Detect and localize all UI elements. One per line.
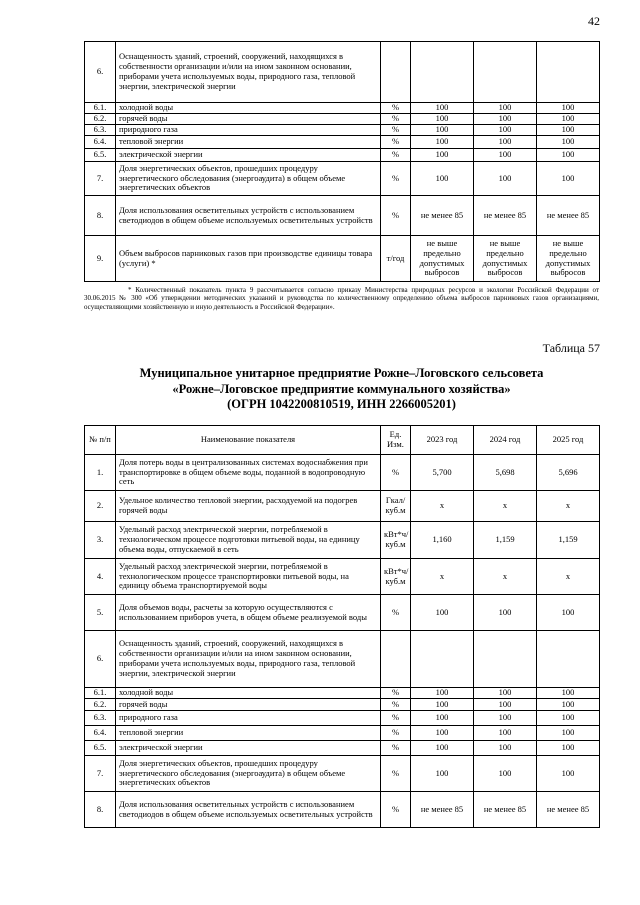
column-header-name: Наименование показателя (116, 426, 381, 455)
value-2024: х (474, 559, 537, 595)
indicator-name: Оснащенность зданий, строений, сооружений, находящихся в собственности организации и/или на ином законном основании, приборами учета используемых воды, природного газа, тепловой энергии, электрической энергии (116, 631, 381, 688)
indicator-name: природного газа (116, 125, 381, 136)
unit-cell: % (381, 711, 411, 726)
value-2025: 100 (537, 162, 600, 196)
value-2024: 100 (474, 595, 537, 631)
row-number: 4. (85, 559, 116, 595)
value-2025: 100 (537, 699, 600, 711)
table-row (85, 595, 600, 631)
value-2023: х (411, 491, 474, 522)
row-number: 6.1. (85, 103, 116, 114)
value-2023: х (411, 559, 474, 595)
value-2025: 100 (537, 125, 600, 136)
value-2023: 100 (411, 711, 474, 726)
unit-cell: % (381, 756, 411, 792)
table-row (85, 711, 600, 726)
value-2024: не менее 85 (474, 196, 537, 236)
value-2025: 100 (537, 595, 600, 631)
unit-cell: % (381, 741, 411, 756)
column-header-num: № п/п (85, 426, 116, 455)
row-number: 6. (85, 631, 116, 688)
unit-cell: кВт*ч/ куб.м (381, 559, 411, 595)
row-number: 6.3. (85, 125, 116, 136)
value-2024: 100 (474, 741, 537, 756)
value-2025 (537, 631, 600, 688)
value-2024: 1,159 (474, 522, 537, 559)
row-number: 6.5. (85, 149, 116, 162)
org-title-line: «Рожне–Логовское предприятие коммунального хозяйства» (172, 381, 511, 396)
value-2025: 100 (537, 136, 600, 149)
indicator-name: Удельный расход электрической энергии, потребляемой в технологическом процессе транспортировки питьевой воды, на единицу объема транспортируемой воды (116, 559, 381, 595)
value-2025: не выше предельно допустимых выбросов (537, 236, 600, 282)
value-2025: 100 (537, 114, 600, 125)
value-2023: 100 (411, 688, 474, 699)
table-row (85, 741, 600, 756)
value-2023: 100 (411, 136, 474, 149)
row-number: 6.5. (85, 741, 116, 756)
value-2023: 100 (411, 149, 474, 162)
indicator-name: Доля объемов воды, расчеты за которую осуществляются с использованием приборов учета, в общем объеме реализуемой воды (116, 595, 381, 631)
value-2024: х (474, 491, 537, 522)
indicator-name: Доля потерь воды в централизованных системах водоснабжения при транспортировке в общем объеме воды, поданной в водопроводную сеть (116, 455, 381, 491)
indicator-name: Удельное количество тепловой энергии, расходуемой на подогрев горячей воды (116, 491, 381, 522)
footnote: * Количественный показатель пункта 9 рассчитывается согласно приказу Министерства природных ресурсов и экологии Российской Федерации от 30.06.2015 № 300 «Об утверждении методических указаний и руководства по количественному определению объема выбросов парниковых газов организациями, осуществляющими хозяйственную и иную деятельность в Российской Федерации». (84, 286, 599, 311)
table-row (85, 114, 600, 125)
unit-cell: % (381, 792, 411, 828)
unit-cell: % (381, 726, 411, 741)
unit-cell: % (381, 196, 411, 236)
value-2024 (474, 631, 537, 688)
row-number: 6.4. (85, 136, 116, 149)
row-number: 5. (85, 595, 116, 631)
value-2024: 100 (474, 114, 537, 125)
indicator-name: Доля использования осветительных устройств с использованием светодиодов в общем объеме используемых осветительных устройств (116, 792, 381, 828)
table-row (85, 491, 600, 522)
value-2024 (474, 42, 537, 103)
row-number: 6.2. (85, 699, 116, 711)
indicator-name: Объем выбросов парниковых газов при производстве единицы товара (услуги) * (116, 236, 381, 282)
value-2025: 100 (537, 756, 600, 792)
row-number: 3. (85, 522, 116, 559)
unit-cell: кВт*ч/ куб.м (381, 522, 411, 559)
org-title-line: (ОГРН 1042200810519, ИНН 2266005201) (227, 397, 456, 412)
page-number: 42 (588, 14, 600, 28)
value-2025: 5,696 (537, 455, 600, 491)
value-2025 (537, 42, 600, 103)
value-2024: 100 (474, 711, 537, 726)
value-2024: не менее 85 (474, 792, 537, 828)
value-2025: 100 (537, 149, 600, 162)
row-number: 9. (85, 236, 116, 282)
value-2023: 100 (411, 162, 474, 196)
unit-cell: % (381, 136, 411, 149)
value-2023: не выше предельно допустимых выбросов (411, 236, 474, 282)
value-2023: 100 (411, 103, 474, 114)
value-2024: 100 (474, 103, 537, 114)
value-2023: 1,160 (411, 522, 474, 559)
table-row (85, 196, 600, 236)
row-number: 8. (85, 196, 116, 236)
table-header-row (85, 426, 600, 455)
value-2023: 100 (411, 114, 474, 125)
value-2025: не менее 85 (537, 196, 600, 236)
row-number: 6.3. (85, 711, 116, 726)
column-header-2025: 2025 год (537, 426, 600, 455)
indicator-name: тепловой энергии (116, 726, 381, 741)
indicators-table-continued (84, 41, 600, 282)
indicator-name: горячей воды (116, 699, 381, 711)
indicator-name: электрической энергии (116, 149, 381, 162)
row-number: 8. (85, 792, 116, 828)
value-2024: 100 (474, 688, 537, 699)
table-row (85, 103, 600, 114)
value-2023 (411, 42, 474, 103)
value-2023: не менее 85 (411, 792, 474, 828)
value-2023: 100 (411, 756, 474, 792)
org-title-line: Муниципальное унитарное предприятие Рожне–Логовского сельсовета (139, 366, 544, 380)
table-row (85, 149, 600, 162)
unit-cell: % (381, 455, 411, 491)
organization-title (84, 366, 599, 413)
table-row (85, 42, 600, 103)
table-caption: Таблица 57 (542, 341, 600, 355)
unit-cell: % (381, 595, 411, 631)
row-number: 7. (85, 756, 116, 792)
value-2025: х (537, 491, 600, 522)
table-row (85, 699, 600, 711)
unit-cell: т/год (381, 236, 411, 282)
table-row (85, 522, 600, 559)
table-row (85, 631, 600, 688)
table-row (85, 792, 600, 828)
value-2025: 100 (537, 103, 600, 114)
unit-cell: Гкал/ куб.м (381, 491, 411, 522)
row-number: 6.4. (85, 726, 116, 741)
unit-cell (381, 42, 411, 103)
unit-cell: % (381, 149, 411, 162)
unit-cell (381, 631, 411, 688)
indicators-table (84, 425, 600, 828)
value-2024: 100 (474, 756, 537, 792)
unit-cell: % (381, 114, 411, 125)
column-header-2023: 2023 год (411, 426, 474, 455)
indicator-name: Доля энергетических объектов, прошедших процедуру энергетического обследования (энергоаудита) в общем объеме энергетических объектов (116, 162, 381, 196)
indicator-name: горячей воды (116, 114, 381, 125)
value-2023: не менее 85 (411, 196, 474, 236)
indicator-name: тепловой энергии (116, 136, 381, 149)
value-2024: 5,698 (474, 455, 537, 491)
value-2024: 100 (474, 136, 537, 149)
table-row (85, 136, 600, 149)
column-header-2024: 2024 год (474, 426, 537, 455)
value-2024: 100 (474, 726, 537, 741)
table-row (85, 688, 600, 699)
table-row (85, 756, 600, 792)
unit-cell: % (381, 162, 411, 196)
row-number: 6.2. (85, 114, 116, 125)
value-2025: 100 (537, 726, 600, 741)
indicator-name: природного газа (116, 711, 381, 726)
table-row (85, 125, 600, 136)
table-row (85, 559, 600, 595)
row-number: 6.1. (85, 688, 116, 699)
unit-cell: % (381, 688, 411, 699)
row-number: 6. (85, 42, 116, 103)
value-2025: не менее 85 (537, 792, 600, 828)
value-2023 (411, 631, 474, 688)
value-2023: 100 (411, 699, 474, 711)
indicator-name: холодной воды (116, 103, 381, 114)
value-2025: 100 (537, 741, 600, 756)
value-2024: не выше предельно допустимых выбросов (474, 236, 537, 282)
table-row (85, 726, 600, 741)
row-number: 1. (85, 455, 116, 491)
value-2025: х (537, 559, 600, 595)
indicator-name: холодной воды (116, 688, 381, 699)
unit-cell: % (381, 125, 411, 136)
value-2025: 1,159 (537, 522, 600, 559)
value-2025: 100 (537, 711, 600, 726)
value-2023: 100 (411, 125, 474, 136)
indicator-name: Удельный расход электрической энергии, потребляемой в технологическом процессе подготовки питьевой воды, на единицу объема воды, отпускаемой в сеть (116, 522, 381, 559)
value-2024: 100 (474, 162, 537, 196)
unit-cell: % (381, 699, 411, 711)
value-2023: 100 (411, 726, 474, 741)
table-row (85, 455, 600, 491)
column-header-unit: Ед. Изм. (381, 426, 411, 455)
value-2024: 100 (474, 149, 537, 162)
row-number: 7. (85, 162, 116, 196)
value-2025: 100 (537, 688, 600, 699)
value-2024: 100 (474, 125, 537, 136)
value-2023: 100 (411, 595, 474, 631)
table-row (85, 236, 600, 282)
indicator-name: Доля использования осветительных устройств с использованием светодиодов в общем объеме используемых осветительных устройств (116, 196, 381, 236)
value-2023: 5,700 (411, 455, 474, 491)
value-2023: 100 (411, 741, 474, 756)
indicator-name: Оснащенность зданий, строений, сооружений, находящихся в собственности организации и/или на ином законном основании, приборами учета используемых воды, природного газа, тепловой энергии, электрической энергии (116, 42, 381, 103)
indicator-name: Доля энергетических объектов, прошедших процедуру энергетического обследования (энергоаудита) в общем объеме энергетических объектов (116, 756, 381, 792)
unit-cell: % (381, 103, 411, 114)
value-2024: 100 (474, 699, 537, 711)
row-number: 2. (85, 491, 116, 522)
table-row (85, 162, 600, 196)
indicator-name: электрической энергии (116, 741, 381, 756)
